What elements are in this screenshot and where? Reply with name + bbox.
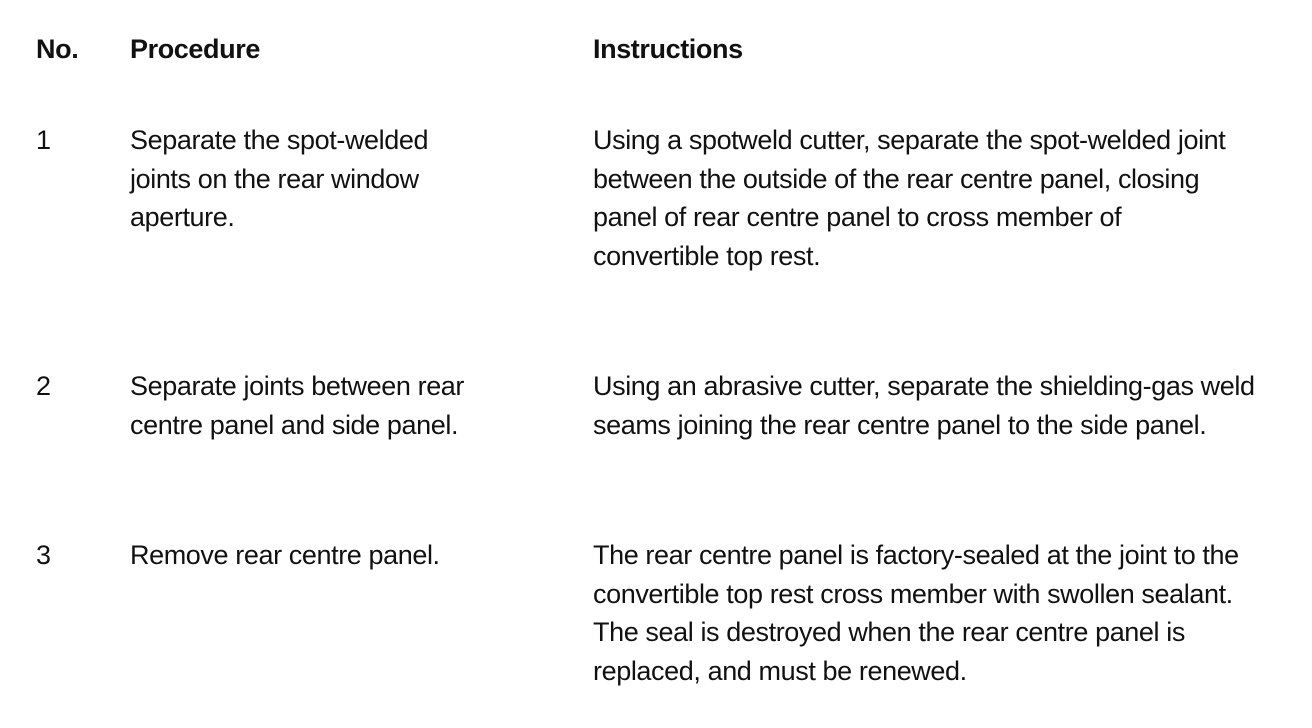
procedure-text: Separate joints between rear centre panel and side panel. <box>130 371 465 440</box>
procedure-text: Remove rear centre panel. <box>130 540 440 570</box>
instruction-text: Using a spotweld cutter, separate the spot-welded joint between the outside of the rear centre panel, closing panel of rear centre panel to cross member of convertible top rest. <box>593 125 1226 271</box>
instruction-text: Using an abrasive cutter, separate the shielding-gas weld seams joining the rear centre panel to the side panel. <box>593 371 1255 440</box>
header-no: No. <box>36 34 79 64</box>
procedure-text: Separate the spot-welded joints on the rear window aperture. <box>130 125 429 232</box>
header-instructions: Instructions <box>593 34 743 64</box>
header-procedure: Procedure <box>130 34 260 64</box>
row-number: 2 <box>36 371 51 401</box>
row-number: 3 <box>36 540 51 570</box>
instruction-text: The rear centre panel is factory-sealed at the joint to the convertible top rest cross member with swollen sealant. The seal is destroyed when the rear centre panel is replaced, and must be renewed. <box>593 540 1239 686</box>
row-number: 1 <box>36 125 51 155</box>
